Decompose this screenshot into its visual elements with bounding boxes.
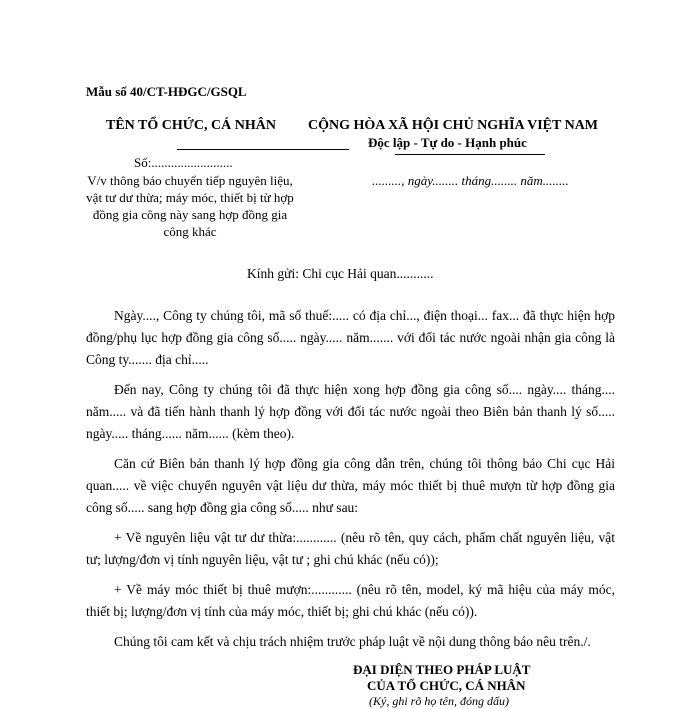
form-number: Mẫu số 40/CT-HĐGC/GSQL bbox=[86, 84, 247, 99]
document-body bbox=[86, 305, 615, 661]
national-motto: Độc lập - Tự do - Hạnh phúc bbox=[368, 135, 527, 150]
signature-note: (Ký, ghi rõ họ tên, đóng dấu) bbox=[369, 694, 509, 708]
document-subject: V/v thông báo chuyển tiếp nguyên liệu, vật tư dư thừa; máy móc, thiết bị từ hợp đồng gia công này sang hợp đồng gia công khác bbox=[86, 173, 294, 239]
body-paragraph: Căn cứ Biên bản thanh lý hợp đồng gia công dẫn trên, chúng tôi thông báo Chi cục Hải quan..... về việc chuyển nguyên vật liệu dư thừa, máy móc thiết bị thuê mượn từ hợp đồng gia công số..... sang hợp đồng gia công số..... như sau: bbox=[86, 456, 615, 515]
national-title: CỘNG HÒA XÃ HỘI CHỦ NGHĨA VIỆT NAM bbox=[308, 118, 599, 133]
organization-name: TÊN TỔ CHỨC, CÁ NHÂN bbox=[106, 118, 276, 133]
signature-title: ĐẠI DIỆN THEO PHÁP LUẬT bbox=[353, 662, 531, 677]
org-underline bbox=[177, 149, 349, 150]
body-paragraph: Đến nay, Công ty chúng tôi đã thực hiện xong hợp đồng gia công số.... ngày.... tháng.... năm..... và đã tiến hành thanh lý hợp đồng với đối tác nước ngoài theo Biên bản thanh lý số..... ngày..... tháng...... năm...... (kèm theo). bbox=[86, 382, 615, 441]
recipient-line: Kính gửi: Chi cục Hải quan........... bbox=[247, 266, 434, 281]
signature-subtitle: CỦA TỔ CHỨC, CÁ NHÂN bbox=[367, 678, 526, 693]
document-number: Số:......................... bbox=[134, 155, 233, 170]
body-paragraph: + Về máy móc thiết bị thuê mượn:............ (nêu rõ tên, model, ký mã hiệu của máy móc, thiết bị; lượng/đơn vị tính của máy móc, thiết bị; ghi chú khác (nếu có)). bbox=[86, 582, 615, 619]
body-paragraph: Ngày...., Công ty chúng tôi, mã số thuế:..... có địa chỉ..., điện thoại... fax... đã thực hiện hợp đồng/phụ lục hợp đồng gia công số..... ngày..... năm....... với đối tác nước ngoài nhận gia công là Công ty....... địa chỉ..... bbox=[86, 308, 615, 367]
body-paragraph: Chúng tôi cam kết và chịu trách nhiệm trước pháp luật về nội dung thông báo nêu trên./. bbox=[114, 634, 591, 649]
motto-underline bbox=[395, 154, 545, 155]
date-line: ........., ngày........ tháng........ năm........ bbox=[372, 173, 569, 188]
body-paragraph: + Về nguyên liệu vật tư dư thừa:............ (nêu rõ tên, quy cách, phẩm chất nguyên liệu, vật tư; lượng/đơn vị tính nguyên liệu, vật tư ; ghi chú khác (nếu có)); bbox=[86, 530, 615, 567]
